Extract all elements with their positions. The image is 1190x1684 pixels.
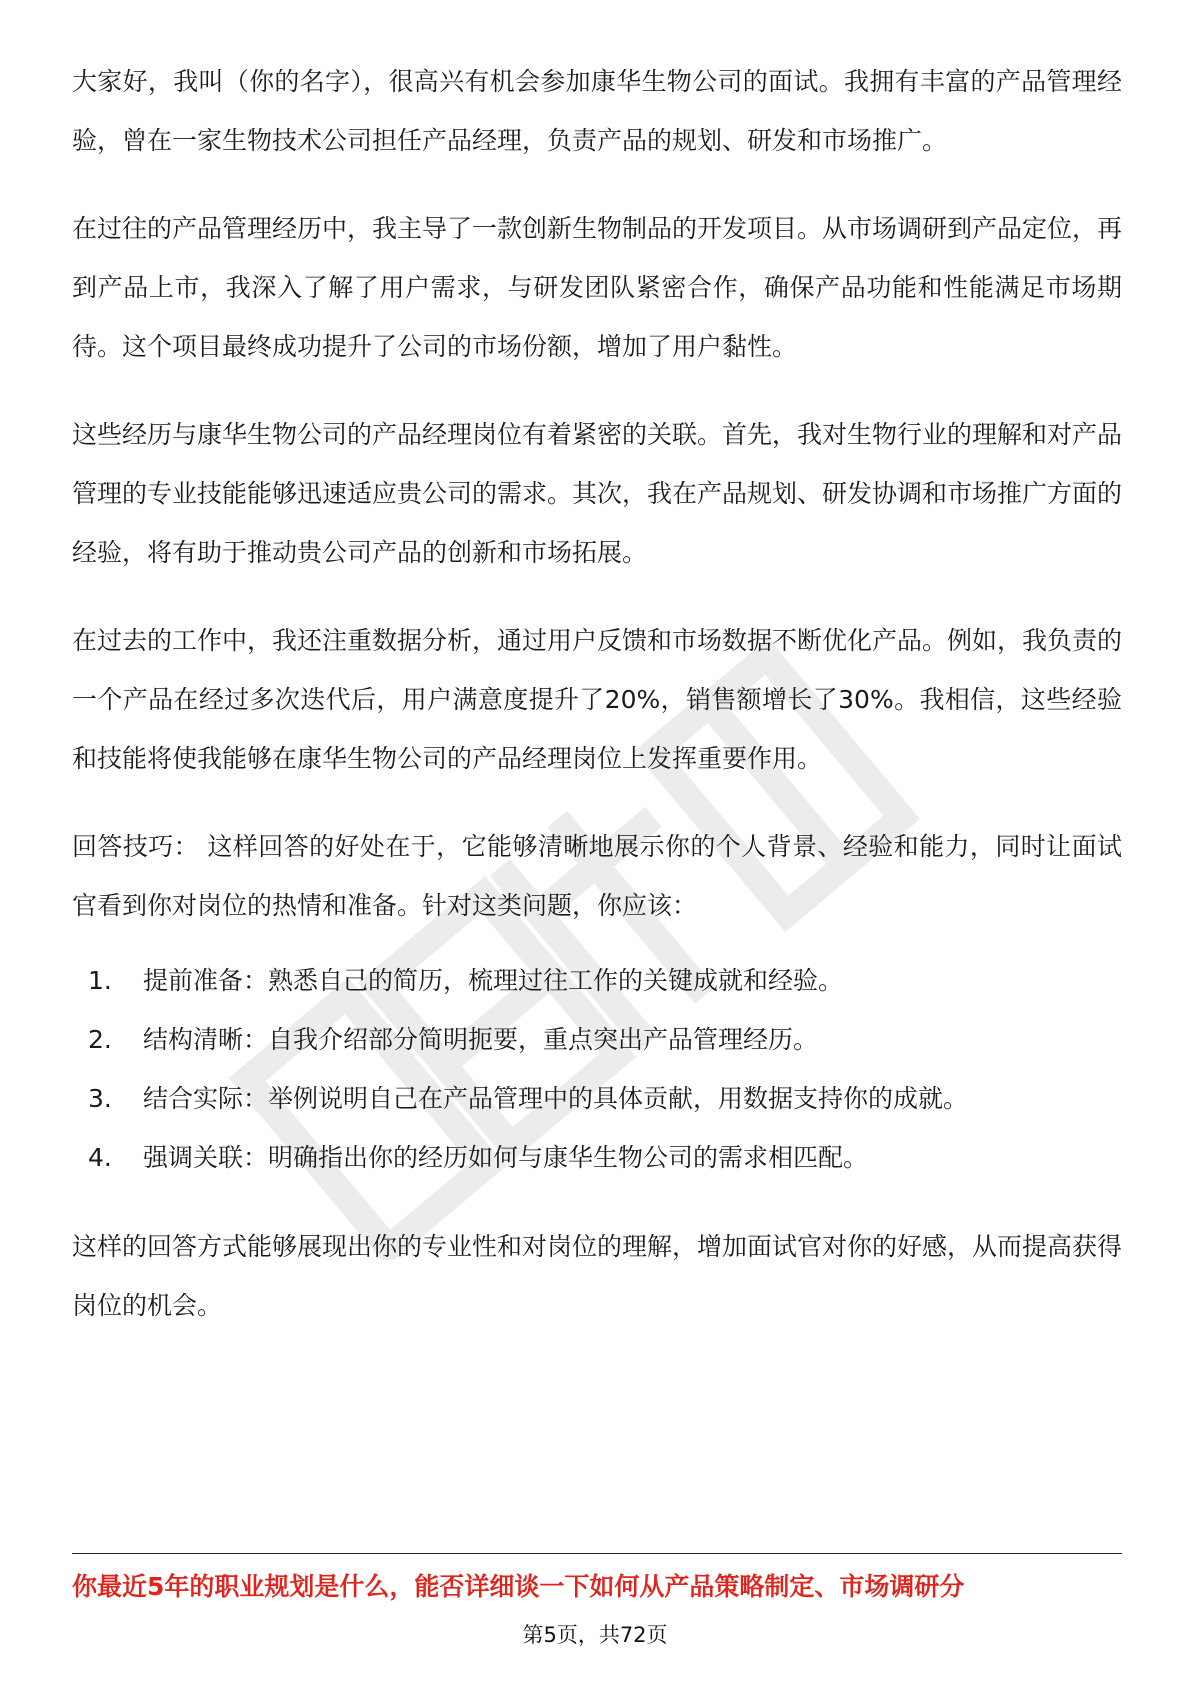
tips-list — [72, 951, 1122, 1187]
list-item — [72, 1010, 1122, 1069]
section-divider — [72, 1553, 1122, 1554]
list-item — [72, 951, 1122, 1010]
list-item-number: 3. — [88, 1084, 112, 1113]
list-item-number: 1. — [88, 966, 112, 995]
answer-paragraph: 在过往的产品管理经历中，我主导了一款创新生物制品的开发项目。从市场调研到产品定位，再到产品上市，我深入了解了用户需求，与研发团队紧密合作，确保产品功能和性能满足市场期待。这个项目最终成功提升了公司的市场份额，增加了用户黏性。 — [72, 214, 1123, 361]
list-item — [72, 1069, 1122, 1128]
list-item-text: 强调关联：明确指出你的经历如何与康华生物公司的需求相匹配。 — [143, 1143, 869, 1172]
closing-paragraph: 这样的回答方式能够展现出你的专业性和对岗位的理解，增加面试官对你的好感，从而提高获得岗位的机会。 — [72, 1232, 1123, 1320]
page-number: 第5页，共72页 — [522, 1623, 668, 1647]
list-item-number: 2. — [88, 1025, 112, 1054]
list-item-text: 提前准备：熟悉自己的简历，梳理过往工作的关键成就和经验。 — [143, 966, 844, 995]
answer-paragraph: 大家好，我叫（你的名字），很高兴有机会参加康华生物公司的面试。我拥有丰富的产品管理经验，曾在一家生物技术公司担任产品经理，负责产品的规划、研发和市场推广。 — [72, 67, 1122, 155]
list-item — [72, 1128, 1122, 1187]
list-item-number: 4. — [88, 1143, 112, 1172]
answer-paragraph: 这些经历与康华生物公司的产品经理岗位有着紧密的关联。首先，我对生物行业的理解和对产品管理的专业技能能够迅速适应贵公司的需求。其次，我在产品规划、研发协调和市场推广方面的经验，将有助于推动贵公司产品的创新和市场拓展。 — [72, 420, 1123, 567]
next-question-heading: 你最近5年的职业规划是什么，能否详细谈一下如何从产品策略制定、市场调研分 — [72, 1572, 965, 1601]
list-item-text: 结构清晰：自我介绍部分简明扼要，重点突出产品管理经历。 — [143, 1025, 819, 1054]
list-item-text: 结合实际：举例说明自己在产品管理中的具体贡献，用数据支持你的成就。 — [143, 1084, 969, 1113]
document-body — [72, 52, 1122, 1364]
answer-tips-intro: 回答技巧： 这样回答的好处在于，它能够清晰地展示你的个人背景、经验和能力，同时让面试官看到你对岗位的热情和准备。针对这类问题，你应该： — [72, 832, 1122, 920]
answer-paragraph: 在过去的工作中，我还注重数据分析，通过用户反馈和市场数据不断优化产品。例如，我负责的一个产品在经过多次迭代后，用户满意度提升了20%，销售额增长了30%。我相信，这些经验和技能将使我能够在康华生物公司的产品经理岗位上发挥重要作用。 — [72, 626, 1123, 773]
